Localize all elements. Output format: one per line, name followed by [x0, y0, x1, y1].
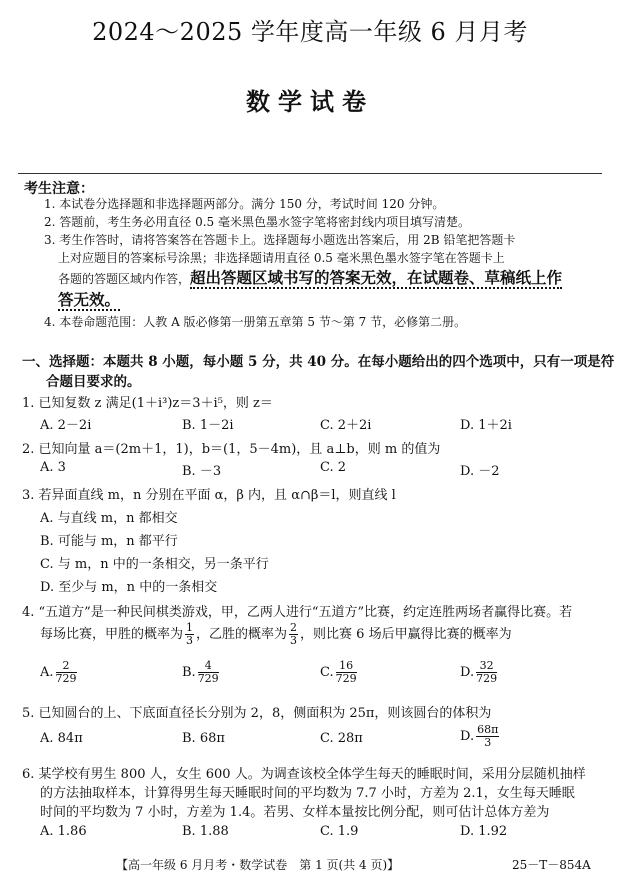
notice-item-4: 4. 本卷命题范围：人教 A 版必修第一册第五章第 5 节～第 7 节，必修第二册。	[44, 315, 467, 329]
q5-option-d: D. $\frac{68\pi}{3}$	[460, 723, 499, 749]
divider	[18, 173, 602, 174]
q3-stem: 3. 若异面直线 m，n 分别在平面 α，β 内，且 α∩β＝l，则直线 l	[22, 488, 396, 503]
q6-stem-line-3: 时间的平均数为 7 小时，方差为 1.4。若男、女样本量按比例分配，则可估计总体方差为	[40, 805, 550, 820]
q1-option-c: C. 2＋2i	[320, 418, 372, 433]
notice-emphasis-1: 超出答题区域书写的答案无效，在试题卷、草稿纸上作	[190, 268, 563, 287]
q3-option-a: A. 与直线 m，n 都相交	[40, 511, 178, 526]
exam-code: 25－T－854A	[512, 858, 591, 872]
q2-stem: 2. 已知向量 a＝(2m＋1，1)，b＝(1，5－4m)，且 a⊥b，则 m 的值为	[22, 442, 441, 457]
q1-option-d: D. 1＋2i	[460, 418, 512, 433]
subject-title: 数学试卷	[246, 87, 374, 116]
q4-option-d: D. $\frac{32}{729}$	[460, 659, 498, 685]
q4-option-b: B. $\frac{4}{729}$	[182, 659, 219, 685]
q4-stem-c: ，则比赛 6 场后甲赢得比赛的概率为	[300, 627, 512, 642]
q4-option-c: C. $\frac{16}{729}$	[320, 659, 357, 685]
q5-option-b: B. 68π	[182, 731, 225, 746]
q6-stem-line-1: 6. 某学校有男生 800 人，女生 600 人。为调查该校全体学生每天的睡眠时间，采用分层随机抽样	[22, 767, 586, 782]
notice-item-3-line-2: 上对应题目的答案标号涂黑；非选择题请用直径 0.5 毫米黑色墨水签字笔在答题卡上	[58, 251, 505, 265]
page-footer: 【高一年级 6 月月考・数学试卷 第 1 页(共 4 页)】	[116, 858, 400, 872]
q4-stem-line-2	[40, 622, 512, 647]
q6-option-a: A. 1.86	[40, 824, 87, 839]
q4-option-a: A. $\frac{2}{729}$	[40, 659, 77, 685]
notice-heading: 考生注意：	[24, 181, 94, 197]
notice-item-3-line-1: 3. 考生作答时，请将答案答在答题卡上。选择题每小题选出答案后，用 2B 铅笔把答题卡	[44, 233, 516, 247]
notice-item-1: 1. 本试卷分选择题和非选择题两部分。满分 150 分，考试时间 120 分钟。	[44, 197, 445, 211]
q1-option-a: A. 2－2i	[40, 418, 92, 433]
notice-item-3-lead: 各题的答题区域内作答，	[58, 272, 191, 286]
q1-stem: 1. 已知复数 z 满足(1＋i³)z＝3＋i⁵，则 z＝	[22, 396, 273, 411]
q2-option-a: A. 3	[40, 460, 66, 475]
q6-option-c: C. 1.9	[320, 824, 359, 839]
q5-option-a: A. 84π	[40, 731, 83, 746]
q3-option-c: C. 与 m，n 中的一条相交，另一条平行	[40, 557, 269, 572]
q4-stem-line-1: 4. “五道方”是一种民间棋类游戏，甲，乙两人进行“五道方”比赛，约定连胜两场者赢得比赛。若	[22, 605, 573, 620]
q1-option-b: B. 1－2i	[182, 418, 234, 433]
section-heading-line-2: 合题目要求的。	[46, 374, 141, 390]
q6-option-d: D. 1.92	[460, 824, 508, 839]
section-heading-line-1: 一、选择题：本题共 8 小题，每小题 5 分，共 40 分。在每小题给出的四个选项中，只有一项是符	[22, 354, 615, 370]
q3-option-d: D. 至少与 m，n 中的一条相交	[40, 580, 218, 595]
q4-prob-jia: $\frac{1}{3}$	[186, 621, 194, 647]
exam-title: 2024～2025 学年度高一年级 6 月月考	[92, 18, 528, 46]
notice-emphasis-2: 答无效。	[58, 290, 121, 309]
q4-stem-b: ，乙胜的概率为	[196, 627, 288, 642]
q3-option-b: B. 可能与 m，n 都平行	[40, 534, 178, 549]
q2-option-b: B. －3	[182, 464, 222, 479]
q5-option-c: C. 28π	[320, 731, 363, 746]
q4-prob-yi: $\frac{2}{3}$	[290, 621, 298, 647]
q6-stem-line-2: 的方法抽取样本，计算得男生每天睡眠时间的平均数为 7.7 小时，方差为 2.1，女生每天睡眠	[40, 786, 575, 801]
q5-stem: 5. 已知圆台的上、下底面直径长分别为 2，8，侧面积为 25π，则该圆台的体积为	[22, 706, 492, 721]
q4-stem-a: 每场比赛，甲胜的概率为	[40, 627, 184, 642]
q6-option-b: B. 1.88	[182, 824, 229, 839]
notice-item-3-line-3	[58, 266, 562, 288]
q2-option-d: D. －2	[460, 464, 500, 479]
q2-option-c: C. 2	[320, 460, 347, 475]
notice-item-2: 2. 答题前，考生务必用直径 0.5 毫米黑色墨水签字笔将密封线内项目填写清楚。	[44, 215, 470, 229]
